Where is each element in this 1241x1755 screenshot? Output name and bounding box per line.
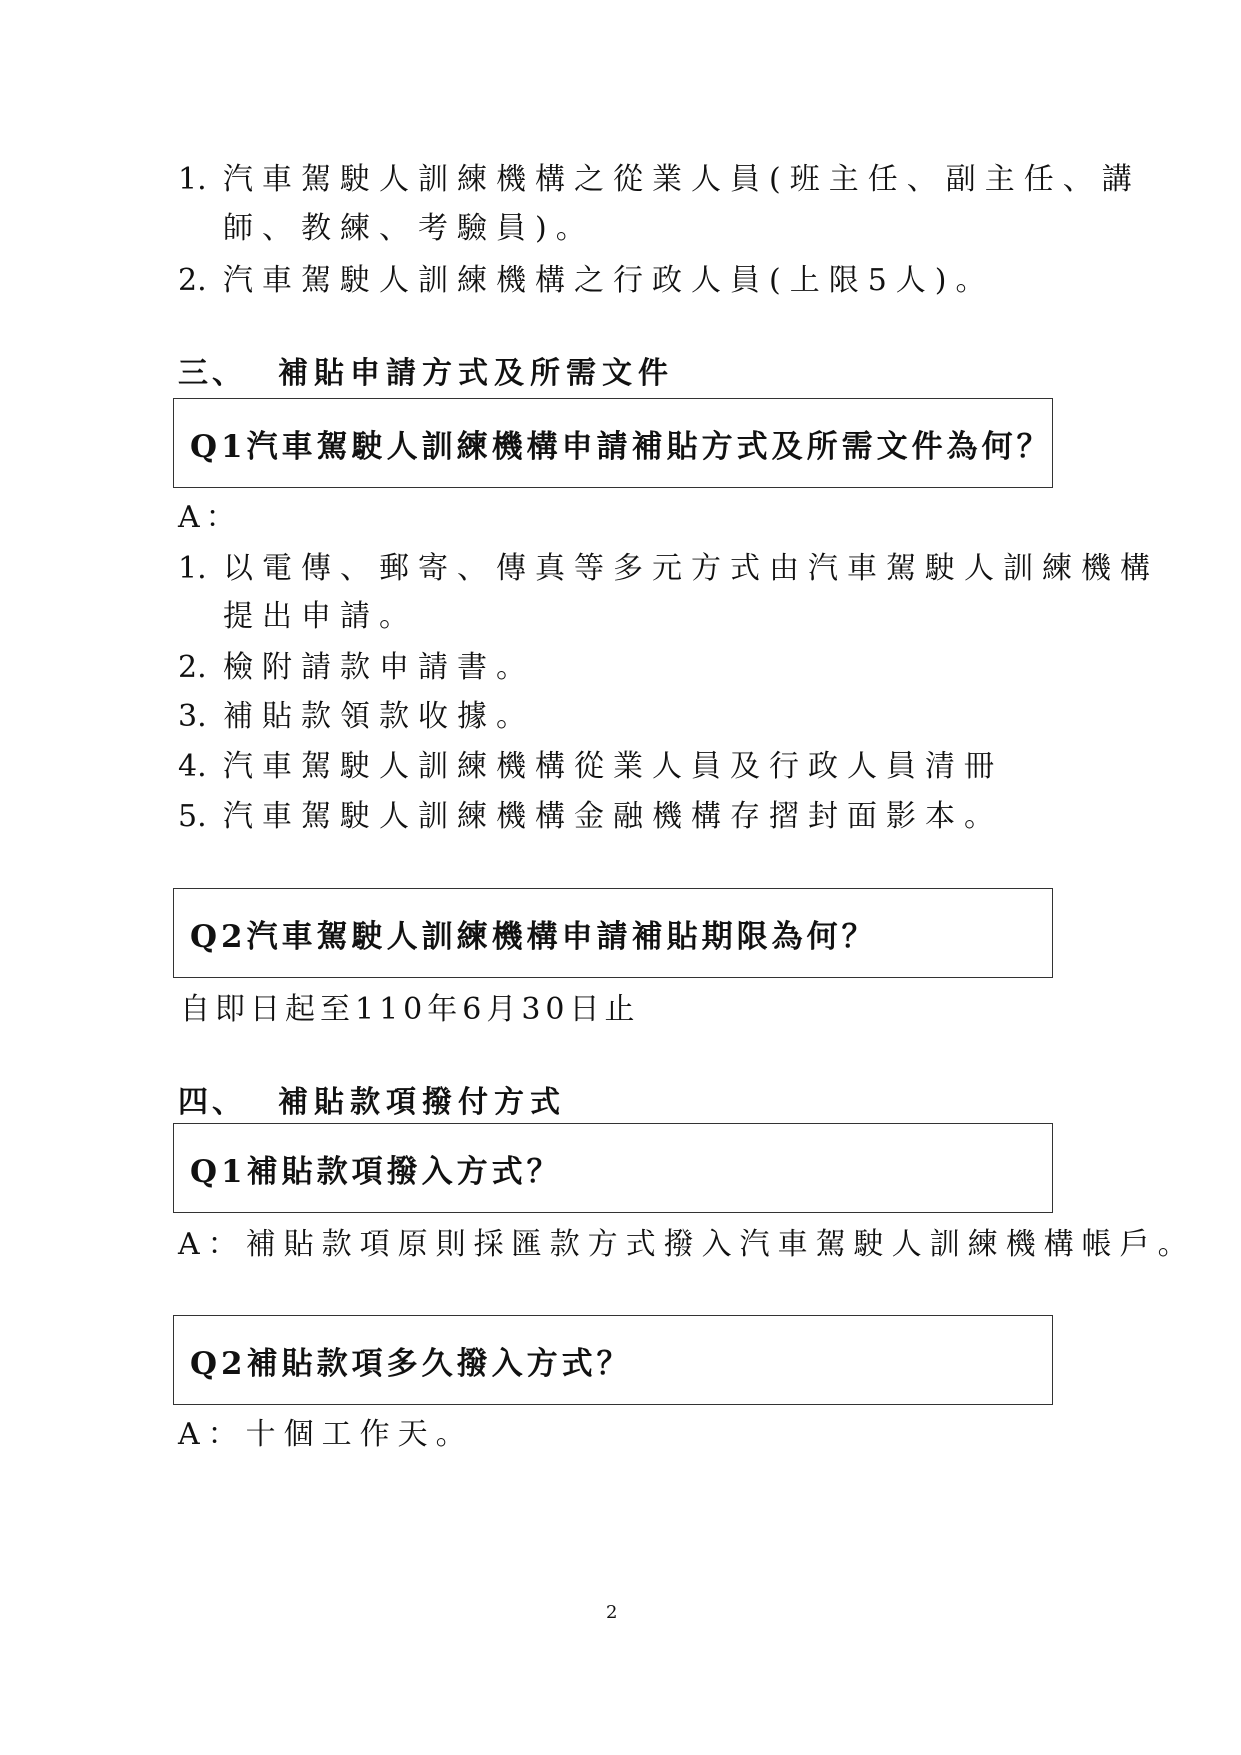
section-3-mark: 三、 (178, 356, 246, 391)
section-3-q1-item-2-number: 2. (178, 650, 207, 685)
eligible-item-1-number: 1. (178, 162, 207, 197)
section-3-q1-item-1 (178, 549, 1159, 589)
section-3-q1-item-1-text-line1: 以電傳、郵寄、傳真等多元方式由汽車駕駛人訓練機構 (223, 551, 1159, 586)
section-4-q2-question: Q2補貼款項多久撥入方式？ (190, 1345, 632, 1382)
section-4-title: 補貼款項撥付方式 (278, 1085, 566, 1120)
section-4-q2-box (173, 1315, 1053, 1405)
section-3-q1-answer-label: A： (178, 500, 242, 535)
section-3-q1-item-3-number: 3. (178, 699, 207, 734)
section-3-heading (178, 354, 674, 394)
eligible-item-1-text-line1: 汽車駕駛人訓練機構之從業人員(班主任、副主任、講 (223, 162, 1141, 197)
section-3-q1-item-2 (178, 648, 535, 688)
eligible-item-1-text-line2: 師、教練、考驗員)。 (223, 211, 595, 246)
section-3-q1-item-1-text-line2: 提出申請。 (223, 599, 418, 634)
eligible-item-2-number: 2. (178, 263, 207, 298)
section-3-q1-item-4-text: 汽車駕駛人訓練機構從業人員及行政人員清冊 (223, 749, 1003, 784)
section-4-q1-box (173, 1123, 1053, 1213)
section-3-q1-item-3 (178, 697, 535, 737)
eligible-item-2 (178, 261, 995, 301)
section-3-q1-question: Q1汽車駕駛人訓練機構申請補貼方式及所需文件為何？ (190, 428, 1052, 465)
eligible-item-1 (178, 160, 1141, 200)
section-4-q1-answer: A：補貼款項原則採匯款方式撥入汽車駕駛人訓練機構帳戶。 (178, 1227, 1196, 1262)
section-3-q1-item-3-text: 補貼款領款收據。 (223, 699, 535, 734)
eligible-item-2-text: 汽車駕駛人訓練機構之行政人員(上限5人)。 (223, 263, 995, 298)
section-3-q1-item-2-text: 檢附請款申請書。 (223, 650, 535, 685)
section-3-q1-item-5 (178, 797, 1003, 837)
section-3-q2-question: Q2汽車駕駛人訓練機構申請補貼期限為何？ (190, 918, 877, 955)
section-3-title: 補貼申請方式及所需文件 (278, 356, 674, 391)
section-3-q1-item-4 (178, 747, 1003, 787)
section-3-q1-item-5-number: 5. (178, 799, 207, 834)
page-number: 2 (606, 1602, 618, 1623)
section-4-q1-question: Q1補貼款項撥入方式？ (190, 1153, 562, 1190)
section-3-q2-answer: 自即日起至110年6月30日止 (180, 992, 640, 1027)
section-3-q1-box (173, 398, 1053, 488)
section-4-heading (178, 1083, 566, 1123)
section-3-q1-item-5-text: 汽車駕駛人訓練機構金融機構存摺封面影本。 (223, 799, 1003, 834)
section-3-q1-item-1-number: 1. (178, 551, 207, 586)
section-4-q2-answer: A：十個工作天。 (178, 1417, 474, 1452)
section-3-q2-box (173, 888, 1053, 978)
section-4-mark: 四、 (178, 1085, 246, 1120)
section-3-q1-item-4-number: 4. (178, 749, 207, 784)
